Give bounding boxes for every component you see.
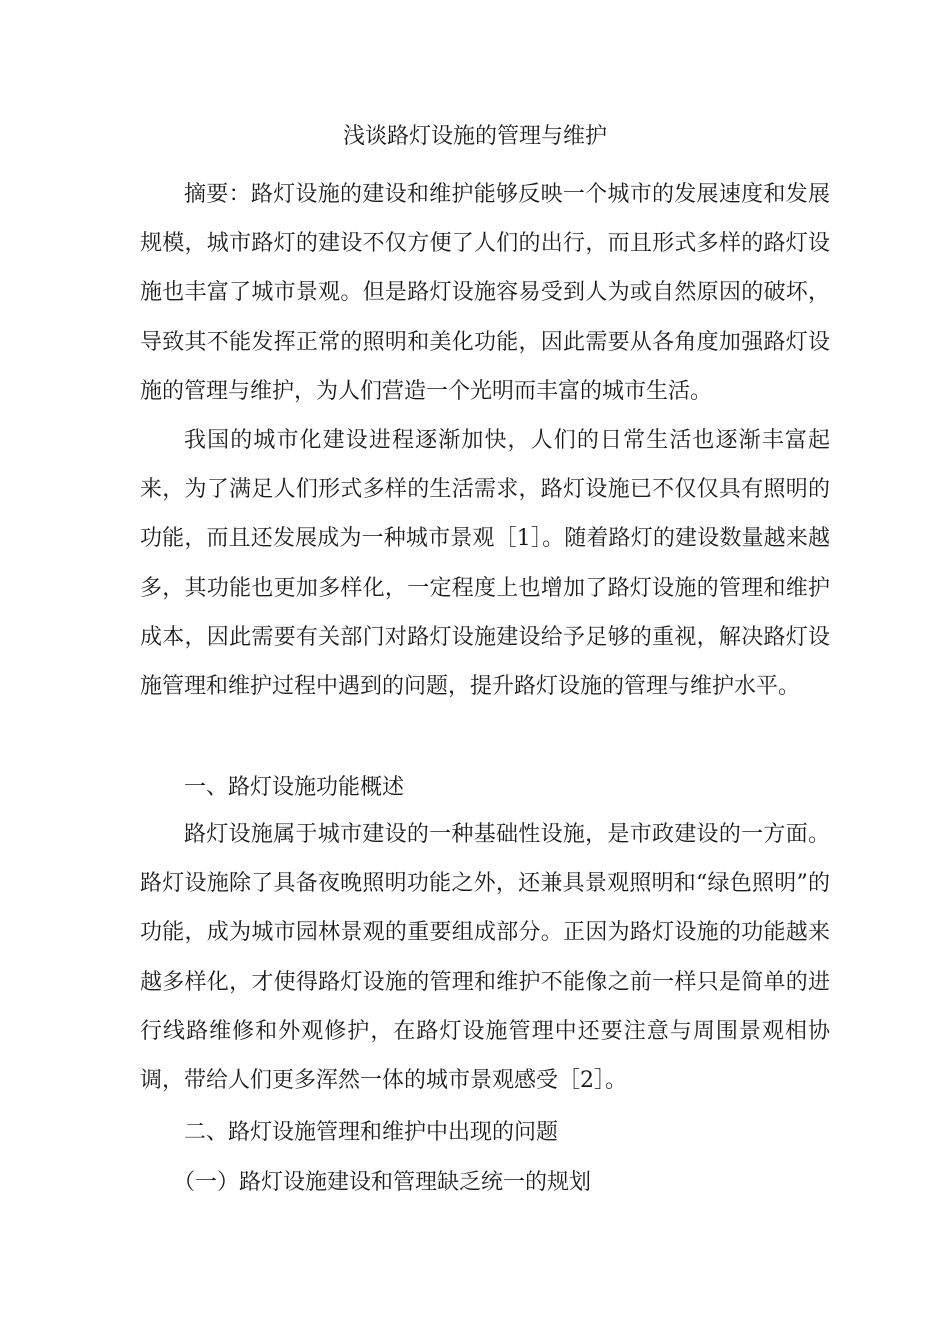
section-heading-2: 二、路灯设施管理和维护中出现的问题 (184, 1120, 559, 1145)
document-title: 浅谈路灯设施的管理与维护 (342, 124, 607, 149)
intro-paragraph: 我国的城市化建设进程逐渐加快，人们的日常生活也逐渐丰富起来，为了满足人们形式多样的生活需求，路灯设施已不仅仅具有照明的功能，而且还发展成为一种城市景观［1］。随着路灯的建设数量越来越多，其功能也更加多样化，一定程度上也增加了路灯设施的管理和维护成本，因此需要有关部门对路灯设施建设给予足够的重视，解决路灯设施管理和维护过程中遇到的问题，提升路灯设施的管理与维护水平。 (140, 428, 830, 700)
subsection-heading-1: （一）路灯设施建设和管理缺乏统一的规划 (173, 1170, 592, 1195)
section-1-paragraph: 路灯设施属于城市建设的一种基础性设施，是市政建设的一方面。路灯设施除了具备夜晚照明功能之外，还兼具景观照明和“绿色照明”的功能，成为城市园林景观的重要组成部分。正因为路灯设施的功能越来越多样化，才使得路灯设施的管理和维护不能像之前一样只是简单的进行线路维修和外观修护，在路灯设施管理中还要注意与周围景观相协调，带给人们更多浑然一体的城市景观感受［2］。 (140, 822, 830, 1094)
section-heading-1: 一、路灯设施功能概述 (184, 775, 405, 800)
abstract-paragraph: 摘要：路灯设施的建设和维护能够反映一个城市的发展速度和发展规模，城市路灯的建设不仅方便了人们的出行，而且形式多样的路灯设施也丰富了城市景观。但是路灯设施容易受到人为或自然原因的破坏，导致其不能发挥正常的照明和美化功能，因此需要从各角度加强路灯设施的管理与维护，为人们营造一个光明而丰富的城市生活。 (140, 182, 830, 404)
